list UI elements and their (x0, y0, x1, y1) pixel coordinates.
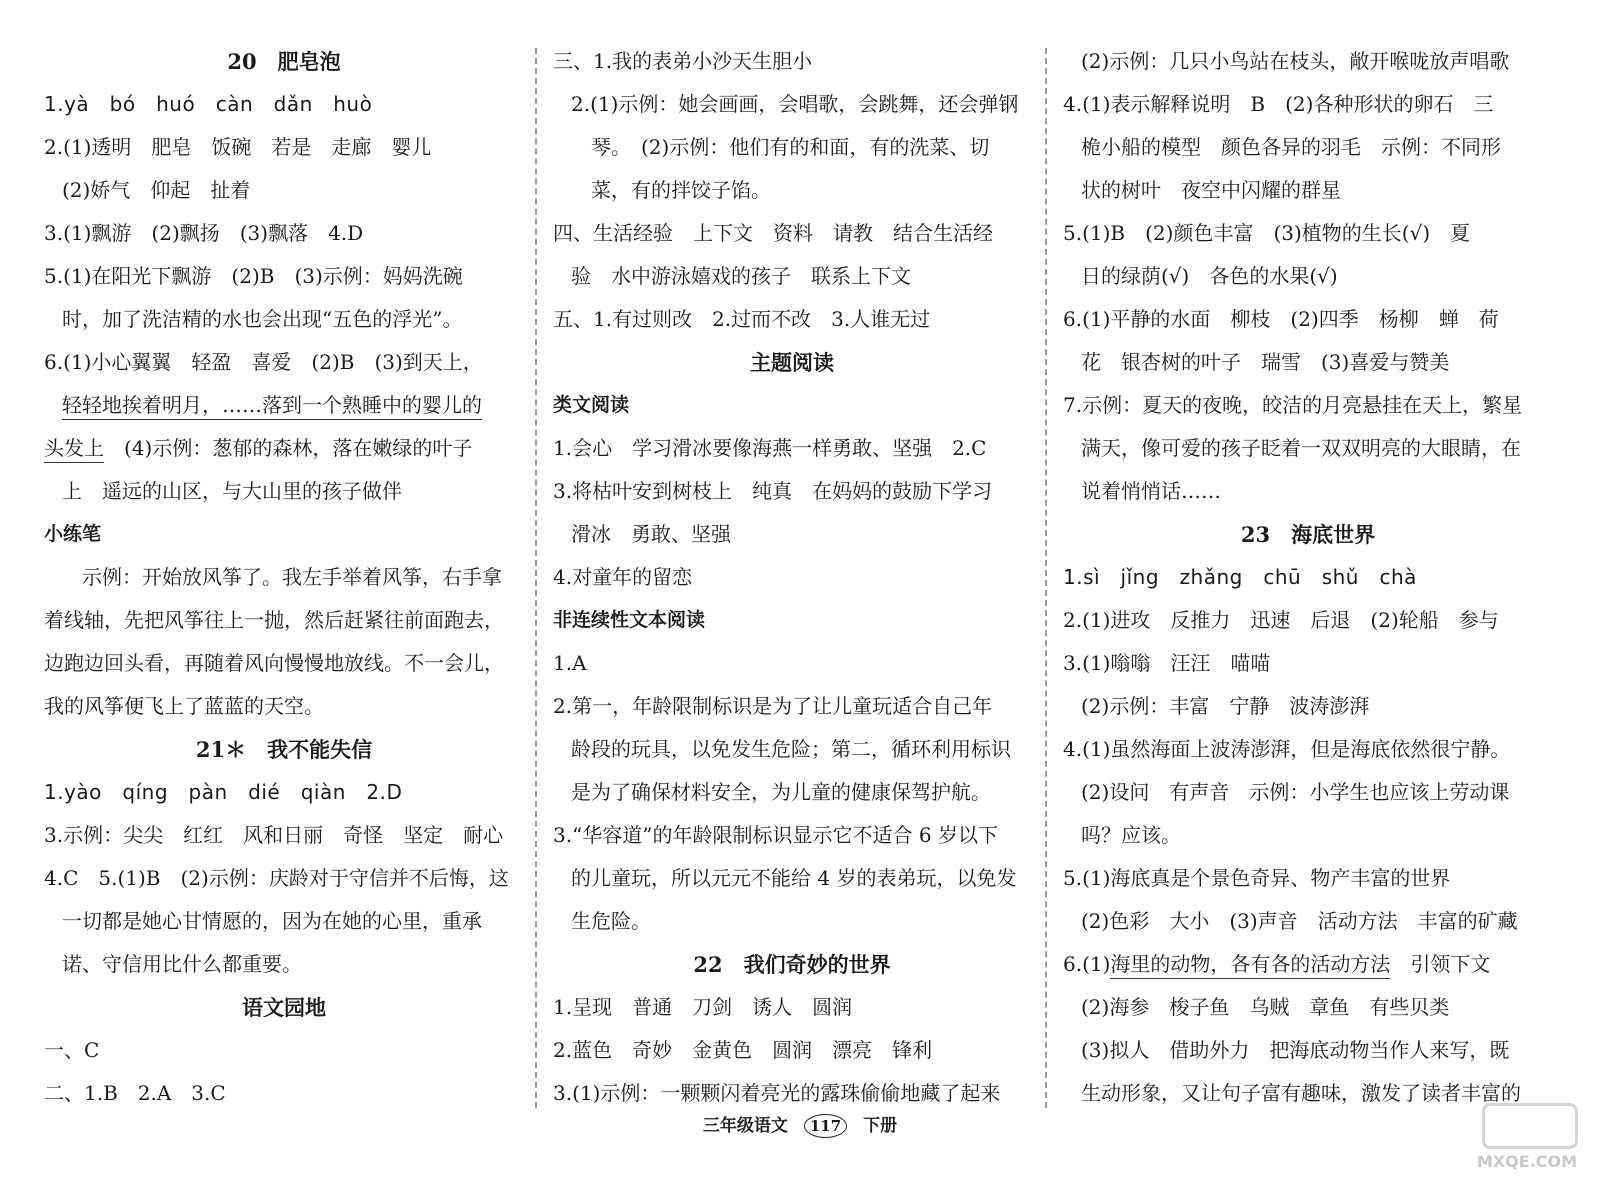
answer-line: 3.将枯叶安到树枝上 纯真 在妈妈的鼓励下学习 (553, 479, 993, 503)
answer-line: 6.(1)小心翼翼 轻盈 喜爱 (2)B (3)到天上， (44, 350, 483, 374)
answer-line: 2.(1)透明 肥皂 饭碗 若是 走廊 婴儿 (44, 135, 432, 159)
answer-line: 龄段的玩具，以免发生危险；第二，循环利用标识 (571, 737, 1011, 761)
answer-column-1 (44, 40, 524, 1115)
answer-line (44, 384, 524, 427)
answer-line: (3)拟人 借助外力 把海底动物当作人来写，既 (1081, 1038, 1510, 1062)
answer-line: 4.(1)表示解释说明 B (2)各种形状的卵石 三 (1063, 92, 1494, 116)
answer-line: 生动形象，又让句子富有趣味，激发了读者丰富的 (1081, 1081, 1521, 1105)
answer-line: 桅小船的模型 颜色各异的羽毛 示例：不同形 (1081, 135, 1501, 159)
answer-line: 4.(1)虽然海面上波涛澎湃，但是海底依然很宁静。 (1063, 737, 1511, 761)
column-separator-1 (535, 48, 537, 1108)
subsection-title: 类文阅读 (553, 394, 630, 416)
section-title: 22 我们奇妙的世界 (693, 952, 891, 977)
answer-line: 5.(1)海底真是个景色奇异、物产丰富的世界 (1063, 866, 1451, 890)
answer-text: 头发上 (44, 436, 104, 463)
answer-line: 4.C 5.(1)B (2)示例：庆龄对于守信并不后悔，这 (44, 866, 509, 890)
answer-line: 2.蓝色 奇妙 金黄色 圆润 漂亮 锋利 (553, 1038, 933, 1062)
answer-line: (2)海参 梭子鱼 乌贼 章鱼 有些贝类 (1081, 995, 1450, 1019)
answer-line: 3.“华容道”的年龄限制标识显示它不适合 6 岁以下 (553, 823, 998, 847)
answer-line: 1.会心 学习滑冰要像海燕一样勇敢、坚强 2.C (553, 436, 987, 460)
answer-line: 着线轴，先把风筝往上一抛，然后赶紧往前面跑去， (44, 608, 504, 632)
answer-line: 菜，有的拌饺子馅。 (591, 178, 771, 202)
answer-line: 日的绿荫(√) 各色的水果(√) (1081, 264, 1338, 288)
answer-text: 6.(1) (1063, 952, 1111, 976)
subsection-title: 小练笔 (44, 523, 102, 545)
answer-line: 2.第一，年龄限制标识是为了让儿童玩适合自己年 (553, 694, 993, 718)
answer-line: 3.(1)示例：一颗颗闪着亮光的露珠偷偷地藏了起来 (553, 1081, 1001, 1105)
answer-line: 验 水中游泳嬉戏的孩子 联系上下文 (571, 264, 911, 288)
answer-line: 一切都是她心甘情愿的，因为在她的心里，重承 (62, 909, 482, 933)
answer-line: 3.(1)嗡嗡 汪汪 喵喵 (1063, 651, 1271, 675)
answer-line: 是为了确保材料安全，为儿童的健康保驾护航。 (571, 780, 991, 804)
answer-line: 3.(1)飘游 (2)飘扬 (3)飘落 4.D (44, 221, 364, 245)
answer-line: 四、生活经验 上下文 资料 请教 结合生活经 (553, 221, 993, 245)
answer-line: 花 银杏树的叶子 瑞雪 (3)喜爱与赞美 (1081, 350, 1450, 374)
answer-line: 满天，像可爱的孩子眨着一双双明亮的大眼睛，在 (1081, 436, 1521, 460)
answer-line: 时，加了洗洁精的水也会出现“五色的浮光”。 (62, 307, 463, 331)
answer-line: 2.(1)示例：她会画画，会唱歌，会跳舞，还会弹钢 (571, 92, 1019, 116)
answer-line: (2)色彩 大小 (3)声音 活动方法 丰富的矿藏 (1081, 909, 1518, 933)
answer-line: 示例：开始放风筝了。我左手举着风筝，右手拿 (82, 565, 502, 589)
answer-line: 琴。 (2)示例：他们有的和面，有的洗菜、切 (591, 135, 990, 159)
answer-line (1063, 943, 1553, 986)
section-title: 21＊ 我不能失信 (195, 737, 373, 762)
answer-line: 4.对童年的留恋 (553, 565, 693, 589)
answer-line: 我的风筝便飞上了蓝蓝的天空。 (44, 694, 324, 718)
answer-column-2 (553, 40, 1031, 1115)
answer-line: 3.示例：尖尖 红红 风和日丽 奇怪 坚定 耐心 (44, 823, 504, 847)
section-title: 23 海底世界 (1240, 522, 1376, 547)
answer-line: (2)娇气 仰起 扯着 (62, 178, 251, 202)
answer-line: 吗？应该。 (1081, 823, 1181, 847)
footer-volume: 下册 (863, 1116, 898, 1136)
answer-line: 诺、守信用比什么都重要。 (62, 952, 302, 976)
page-number: 117 (804, 1114, 847, 1138)
answer-line: 滑冰 勇敢、坚强 (571, 522, 731, 546)
watermark-text: MXQE.COM (1476, 1152, 1578, 1171)
answer-line: 一、C (44, 1038, 100, 1062)
subsection-title: 非连续性文本阅读 (553, 609, 706, 631)
answer-line: 的儿童玩，所以元元不能给 4 岁的表弟玩，以免发 (571, 866, 1017, 890)
answer-text: 引领下文 (1390, 952, 1491, 976)
answer-line: 五、1.有过则改 2.过而不改 3.人谁无过 (553, 307, 931, 331)
answer-line: 7.示例：夏天的夜晚，皎洁的月亮悬挂在天上，繁星 (1063, 393, 1523, 417)
answer-line: 5.(1)在阳光下飘游 (2)B (3)示例：妈妈洗碗 (44, 264, 463, 288)
page-footer (0, 1114, 1600, 1138)
pinyin-answer-line: 1.sì jǐng zhǎng chū shǔ chà (1063, 565, 1417, 589)
answer-text: (4)示例：葱郁的森林，落在嫩绿的叶子 (104, 436, 473, 460)
answer-line: 6.(1)平静的水面 柳枝 (2)四季 杨柳 蝉 荷 (1063, 307, 1499, 331)
answer-line: 三、1.我的表弟小沙天生胆小 (553, 49, 813, 73)
pinyin-answer-line: 1.yào qíng pàn dié qiàn 2.D (44, 780, 403, 804)
answer-line: (2)示例：丰富 宁静 波涛澎湃 (1081, 694, 1370, 718)
answer-line: 1.呈现 普通 刀剑 诱人 圆润 (553, 995, 853, 1019)
answer-line: 边跑边回头看，再随着风向慢慢地放线。不一会儿， (44, 651, 504, 675)
answer-line: 二、1.B 2.A 3.C (44, 1081, 226, 1105)
section-title: 20 肥皂泡 (227, 49, 341, 74)
answer-line: 状的树叶 夜空中闪耀的群星 (1081, 178, 1341, 202)
underlined-answer-text: 海里的动物，各有各的活动方法 (1110, 952, 1390, 979)
pinyin-answer-line: 1.yà bó huó càn dǎn huò (44, 92, 373, 116)
footer-grade-subject: 三年级语文 (702, 1116, 788, 1136)
answer-line: 1.A (553, 651, 587, 675)
answer-line: 说着悄悄话…… (1081, 479, 1221, 503)
section-title: 语文园地 (242, 995, 326, 1020)
answer-line (44, 427, 524, 470)
watermark-logo (1472, 1103, 1582, 1173)
answer-line: (2)设问 有声音 示例：小学生也应该上劳动课 (1081, 780, 1510, 804)
section-title: 主题阅读 (750, 350, 834, 375)
answer-line: 2.(1)进攻 反推力 迅速 后退 (2)轮船 参与 (1063, 608, 1499, 632)
answer-line: (2)示例：几只小鸟站在枝头，敞开喉咙放声唱歌 (1081, 49, 1510, 73)
answer-line: 5.(1)B (2)颜色丰富 (3)植物的生长(√) 夏 (1063, 221, 1471, 245)
answer-column-3 (1063, 40, 1553, 1115)
underlined-answer-text: 轻轻地挨着明月，……落到一个熟睡中的婴儿的 (62, 393, 482, 420)
column-separator-2 (1045, 48, 1047, 1108)
answer-line: 生危险。 (571, 909, 651, 933)
answer-line: 上 遥远的山区，与大山里的孩子做伴 (62, 479, 402, 503)
watermark-badge-icon (1482, 1103, 1578, 1149)
